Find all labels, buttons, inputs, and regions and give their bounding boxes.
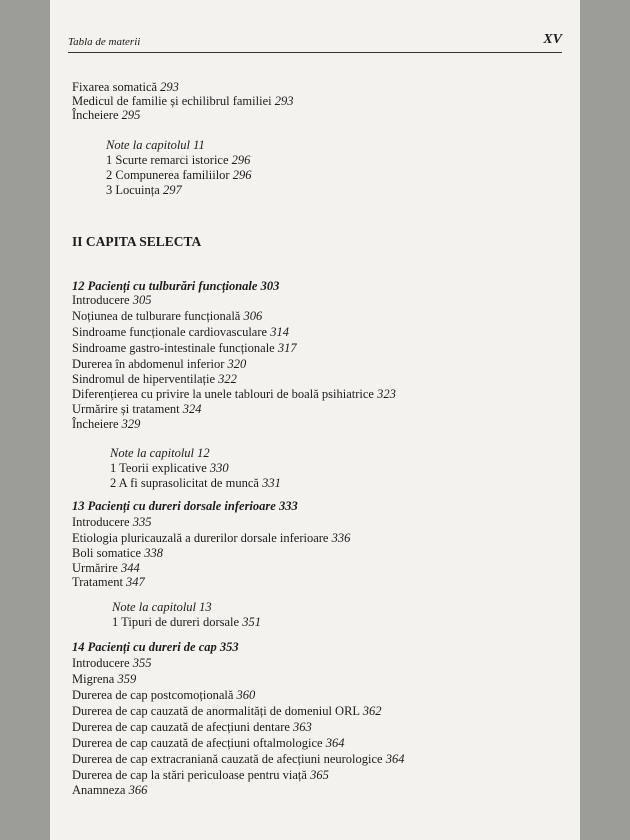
note-entry: 1 Scurte remarci istorice 296 — [106, 153, 251, 167]
toc-entry: Sindroame gastro-intestinale funcționale 317 — [72, 341, 297, 355]
notes-heading: Note la capitolul 11 — [106, 138, 205, 152]
note-entry: 2 A fi suprasolicitat de muncă 331 — [110, 476, 281, 490]
toc-entry: Durerea de cap cauzată de afecțiuni dentare 363 — [72, 720, 312, 734]
toc-entry: Durerea de cap postcomoțională 360 — [72, 688, 256, 702]
toc-entry: Fixarea somatică 293 — [72, 80, 179, 94]
toc-entry: Încheiere 295 — [72, 108, 141, 122]
toc-entry: Durerea de cap extracraniană cauzată de afecțiuni neurologice 364 — [72, 752, 405, 766]
notes-heading: Note la capitolul 12 — [110, 446, 210, 460]
toc-entry: Durerea de cap la stări periculoase pentru viață 365 — [72, 768, 329, 782]
toc-entry: Tratament 347 — [72, 575, 145, 589]
part-heading: II CAPITA SELECTA — [72, 234, 202, 249]
toc-entry: Durerea în abdomenul inferior 320 — [72, 357, 247, 371]
toc-entry: Anamneza 366 — [72, 783, 148, 797]
toc-entry: Încheiere 329 — [72, 417, 141, 431]
toc-entry: Etiologia pluricauzală a durerilor dorsale inferioare 336 — [72, 531, 351, 545]
page-number: XV — [543, 32, 562, 47]
chapter-heading: 12 Pacienți cu tulburări funcționale 303 — [72, 279, 280, 293]
chapter-heading: 14 Pacienți cu dureri de cap 353 — [72, 640, 239, 654]
toc-entry: Diferențierea cu privire la unele tablouri de boală psihiatrice 323 — [72, 387, 396, 401]
toc-entry: Introducere 355 — [72, 656, 152, 670]
running-title: Tabla de materii — [68, 36, 141, 48]
running-header — [68, 32, 562, 53]
toc-entry: Boli somatice 338 — [72, 546, 163, 560]
toc-entry: Sindromul de hiperventilație 322 — [72, 372, 237, 386]
toc-entry: Sindroame funcționale cardiovasculare 314 — [72, 325, 289, 339]
book-page — [50, 0, 580, 840]
toc-entry: Durerea de cap cauzată de afecțiuni oftalmologice 364 — [72, 736, 345, 750]
toc-entry: Medicul de familie și echilibrul familiei 293 — [72, 94, 294, 108]
toc-entry: Noțiunea de tulburare funcțională 306 — [72, 309, 263, 323]
note-entry: 2 Compunerea familiilor 296 — [106, 168, 252, 182]
toc-entry: Introducere 335 — [72, 515, 152, 529]
toc-entry: Introducere 305 — [72, 293, 152, 307]
note-entry: 3 Locuința 297 — [106, 183, 182, 197]
note-entry: 1 Teorii explicative 330 — [110, 461, 229, 475]
toc-entry: Durerea de cap cauzată de anormalități de domeniul ORL 362 — [72, 704, 382, 718]
toc-entry: Urmărire 344 — [72, 561, 140, 575]
chapter-heading: 13 Pacienți cu dureri dorsale inferioare 333 — [72, 499, 298, 513]
toc-entry: Urmărire și tratament 324 — [72, 402, 202, 416]
notes-heading: Note la capitolul 13 — [112, 600, 212, 614]
note-entry: 1 Tipuri de dureri dorsale 351 — [112, 615, 261, 629]
toc-entry: Migrena 359 — [72, 672, 137, 686]
